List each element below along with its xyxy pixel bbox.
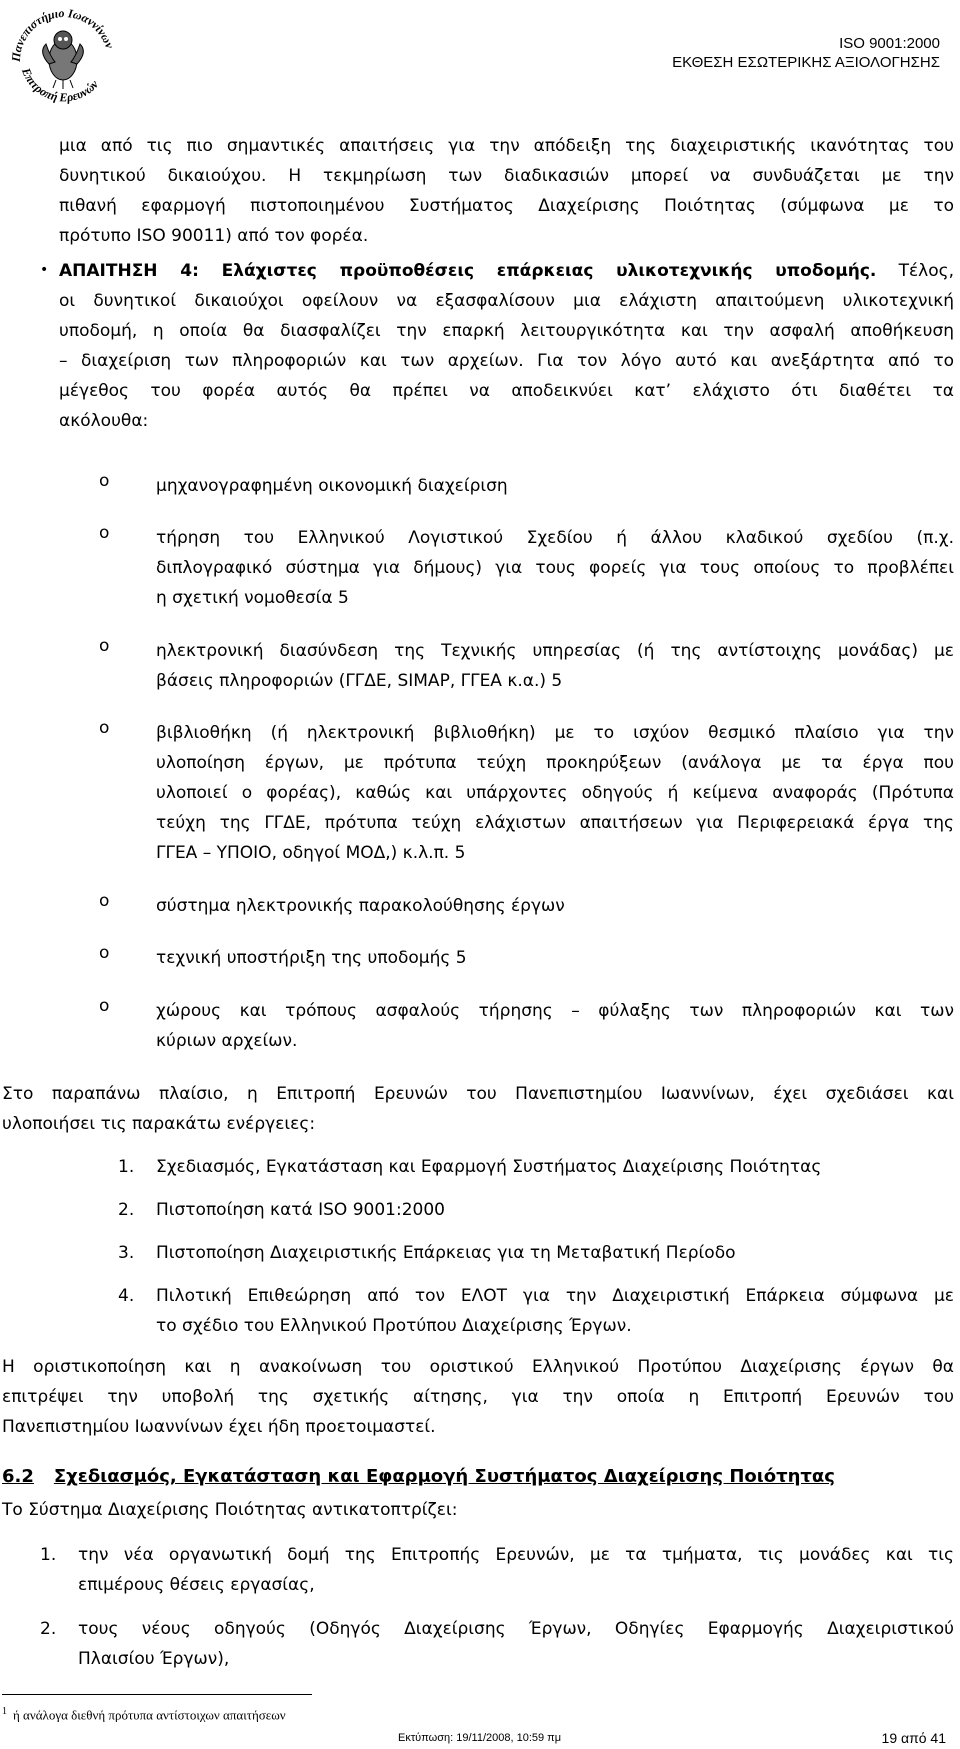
list-marker: o [99,523,110,543]
list-item: διπλογραφικό σύστημα για δήμους) για τους φορείς για τους οποίους το προβλέπει [156,558,954,578]
section-heading [2,1466,835,1487]
action-item: Πιστοποίηση κατά ISO 9001:2000 [156,1200,445,1220]
requirement4-line-2: οι δυνητικοί δικαιούχοι οφείλουν να εξασφαλίσουν μια ελάχιστη απαιτούμενη υλικοτεχνική [59,291,954,311]
requirement4-line-3: υποδομή, η οποία θα διασφαλίζει την επαρκή λειτουργικότητα και την ασφαλή αποθήκευση [59,321,954,341]
requirement4-title: ΑΠΑΙΤΗΣΗ 4: Ελάχιστες προϋποθέσεις επάρκειας υλικοτεχνικής υποδομής. [59,261,877,281]
footnote-divider [2,1694,312,1695]
action-number: 3. [118,1243,135,1263]
action-number: 4. [118,1286,135,1306]
list-item: βιβλιοθήκη (ή ηλεκτρονική βιβλιοθήκη) με το ισχύον θεσμικό πλαίσιο για την [156,723,954,743]
intro-line-4: πρότυπο ISO 90011) από τον φορέα. [59,226,369,246]
list-item: ηλεκτρονική διασύνδεση της Τεχνικής υπηρεσίας (ή της αντίστοιχης μονάδας) με [156,641,954,661]
intro-line-1: μια από τις πιο σημαντικές απαιτήσεις για την απόδειξη της διαχειριστικής ικανότητας του [59,136,954,156]
list-item: υλοποιεί ο φορέας), καθώς και υπάρχοντες οδηγούς ή κείμενα αναφοράς (Πρότυπα [156,783,954,803]
list-item: βάσεις πληροφοριών (ΓΓΔΕ, SIMAP, ΓΓΕΑ κ.α.) 5 [156,671,563,691]
logo-text-bottom: Επιτροπή Ερευνών [19,65,102,105]
list-item: τεύχη της ΓΓΔΕ, πρότυπα τεύχη ελάχιστων απαιτήσεων για Περιφερειακά έργα της [156,813,954,833]
finalization-line-3: Πανεπιστημίου Ιωαννίνων έχει ήδη προετοιμαστεί. [2,1417,436,1437]
list-marker: o [99,471,110,491]
requirement4-line-1 [59,256,954,286]
requirement4-line-5: μέγεθος του φορέα αυτός θα πρέπει να αποδεικνύει κατ’ ελάχιστο ότι διαθέτει τα [59,381,954,401]
list-marker: o [99,718,110,738]
framework-line-2: υλοποιήσει τις παρακάτω ενέργειες: [2,1114,316,1134]
section-item: τους νέους οδηγούς (Οδηγός Διαχείρισης Έργων, Οδηγίες Εφαρμογής Διαχειριστικού [78,1619,954,1639]
framework-line-1: Στο παραπάνω πλαίσιο, η Επιτροπή Ερευνών του Πανεπιστημίου Ιωαννίνων, έχει σχεδιάσει και [2,1084,954,1104]
list-marker: o [99,943,110,963]
print-timestamp: Εκτύπωση: 19/11/2008, 10:59 πμ [398,1732,562,1744]
header-right [672,34,940,72]
section-title: Σχεδιασμός, Εγκατάσταση και Εφαρμογή Συστήματος Διαχείρισης Ποιότητας [53,1466,835,1487]
section-item-number: 2. [40,1619,57,1639]
action-number: 2. [118,1200,135,1220]
intro-line-3: πιθανή εφαρμογή πιστοποιημένου Συστήματος Διαχείρισης Ποιότητας (σύμφωνα με το [59,196,954,216]
owl-emblem-icon [43,31,84,89]
action-item: Σχεδιασμός, Εγκατάσταση και Εφαρμογή Συστήματος Διαχείρισης Ποιότητας [156,1157,822,1177]
list-item: τήρηση του Ελληνικού Λογιστικού Σχεδίου ή άλλου κλαδικού σχεδίου (π.χ. [156,528,954,548]
list-item: τεχνική υποστήριξη της υποδομής 5 [156,948,467,968]
iso-label: ISO 9001:2000 [839,35,940,52]
page-number: 19 από 41 [881,1730,946,1746]
list-marker: o [99,891,110,911]
action-number: 1. [118,1157,135,1177]
university-seal-logo [6,4,120,108]
finalization-line-2: επιτρέψει την υποβολή της σχετικής αίτησης, για την οποία η Επιτροπή Ερευνών του [2,1387,954,1407]
footnote-mark: 1 [2,1706,7,1717]
list-marker: o [99,996,110,1016]
section-intro: Το Σύστημα Διαχείρισης Ποιότητας αντικατοπτρίζει: [2,1500,458,1520]
section-item: την νέα οργανωτική δομή της Επιτροπής Ερευνών, με τα τμήματα, τις μονάδες και τις [78,1545,954,1565]
bullet-icon: • [40,262,49,278]
finalization-line-1: Η οριστικοποίηση και η ανακοίνωση του οριστικού Ελληνικού Προτύπου Διαχείρισης έργων θα [2,1357,954,1377]
action-item: το σχέδιο του Ελληνικού Προτύπου Διαχείρισης Έργων. [156,1316,632,1336]
list-item: η σχετική νομοθεσία 5 [156,588,349,608]
requirement4-line1-rest: Τέλος, [876,261,954,281]
section-item: επιμέρους θέσεις εργασίας, [78,1575,315,1595]
intro-line-2: δυνητικού δικαιούχου. Η τεκμηρίωση των διαδικασιών μπορεί να συνδυάζεται με την [59,166,954,186]
footnote-text: ή ανάλογα διεθνή πρότυπα αντίστοιχων απαιτήσεων [13,1707,286,1723]
logo-text-top: Πανεπιστήμιο Ιωαννίνων [8,6,117,63]
report-title: ΕΚΘΕΣΗ ΕΣΩΤΕΡΙΚΗΣ ΑΞΙΟΛΟΓΗΣΗΣ [672,54,940,71]
footnote [2,1706,286,1723]
requirement4-line-4: – διαχείριση των πληροφοριών και των αρχείων. Για τον λόγο αυτό και ανεξάρτητα από το [59,351,954,371]
list-item: χώρους και τρόπους ασφαλούς τήρησης – φύλαξης των πληροφοριών και των [156,1001,954,1021]
list-item: υλοποίηση έργων, με πρότυπα τεύχη προκηρύξεων (ανάλογα με τα έργα που [156,753,954,773]
section-item: Πλαισίου Έργων), [78,1649,230,1669]
list-item: κύριων αρχείων. [156,1031,298,1051]
list-item: σύστημα ηλεκτρονικής παρακολούθησης έργων [156,896,565,916]
section-number: 6.2 [2,1466,34,1487]
list-marker: o [99,636,110,656]
action-item: Πιστοποίηση Διαχειριστικής Επάρκειας για τη Μεταβατική Περίοδο [156,1243,736,1263]
list-item: ΓΓΕΑ – ΥΠΟΙΟ, οδηγοί ΜΟΔ,) κ.λ.π. 5 [156,843,466,863]
section-item-number: 1. [40,1545,57,1565]
action-item: Πιλοτική Επιθεώρηση από τον ΕΛΟΤ για την Διαχειριστική Επάρκεια σύμφωνα με [156,1286,954,1306]
list-item: μηχανογραφημένη οικονομική διαχείριση [156,476,508,496]
requirement4-line-6: ακόλουθα: [59,411,149,431]
